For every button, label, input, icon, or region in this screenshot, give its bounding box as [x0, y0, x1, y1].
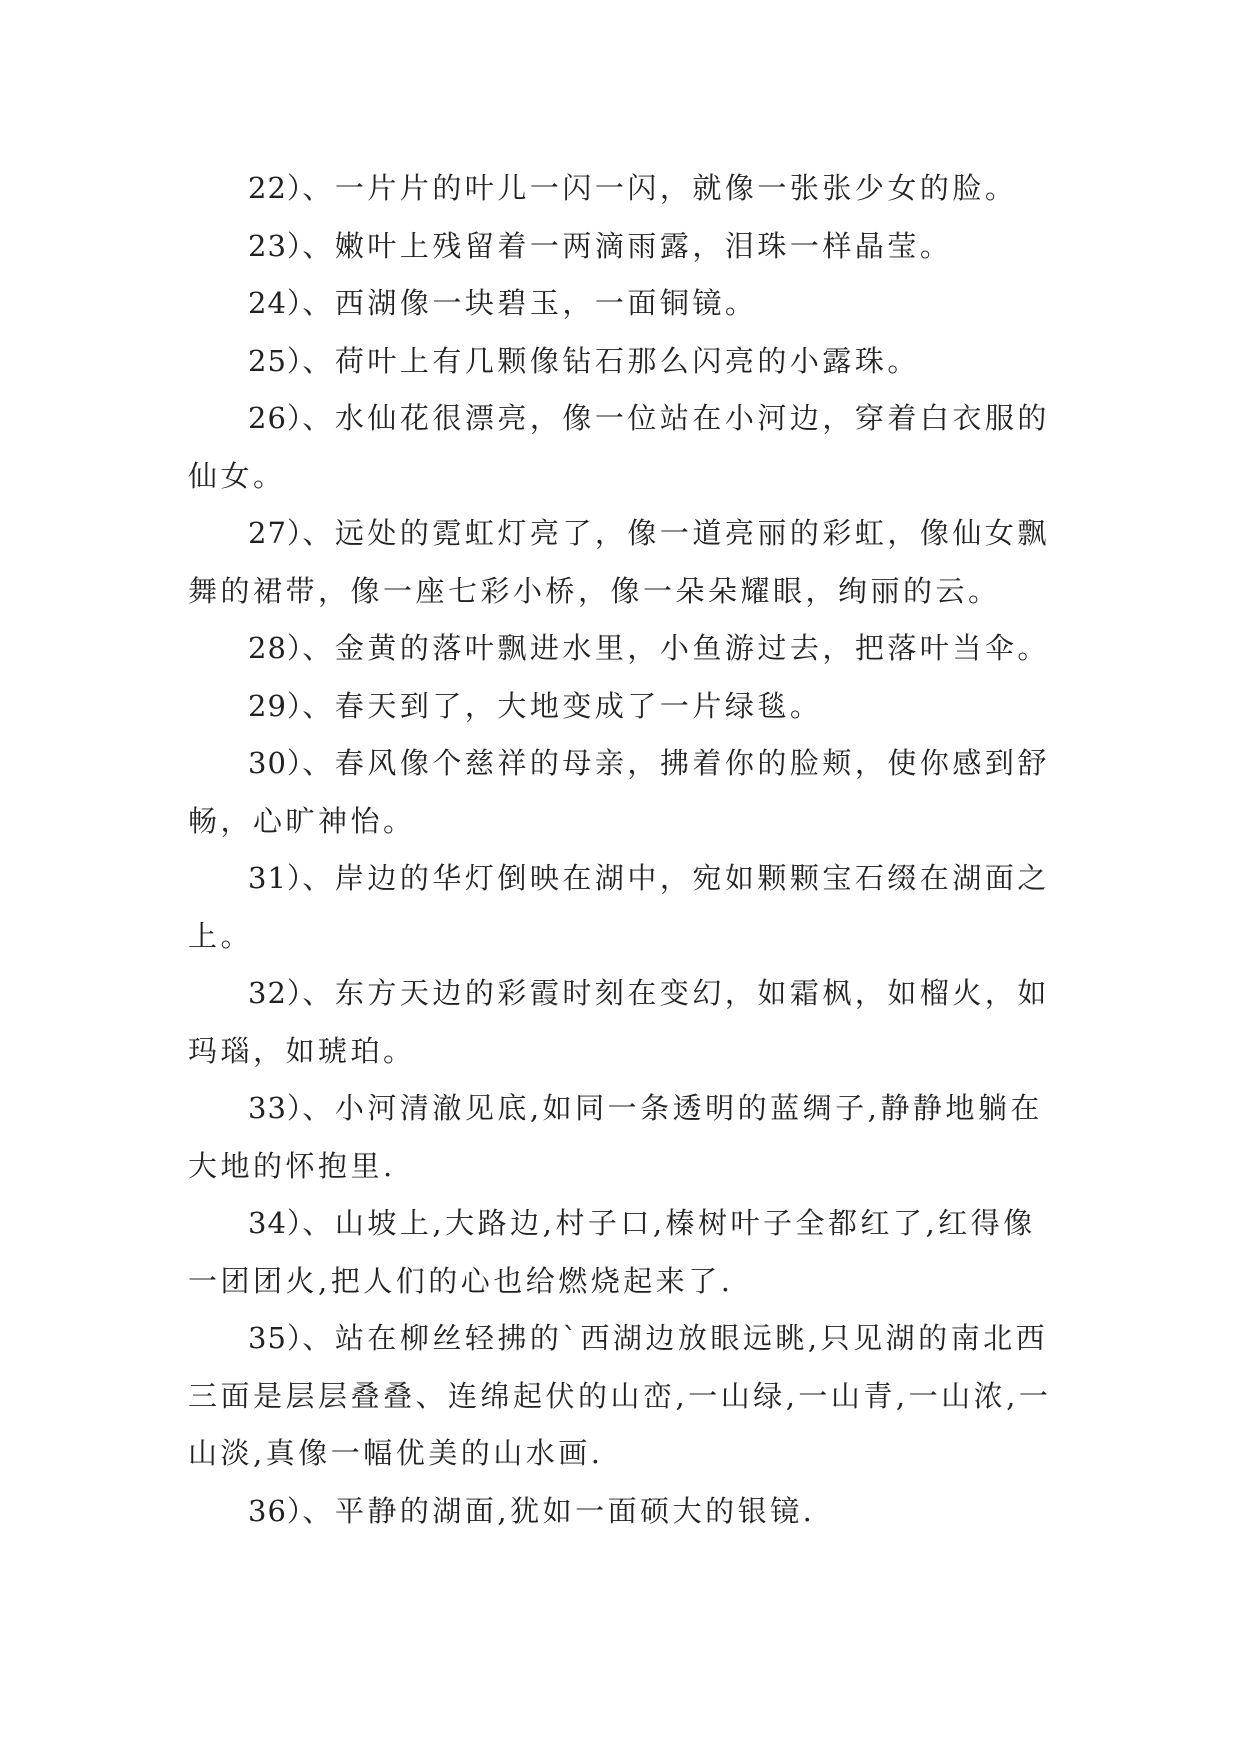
paragraph-number: 34）: [248, 1206, 303, 1240]
paragraph-text: 、西湖像一块碧玉，一面铜镜。: [302, 286, 758, 320]
paragraph-text: 、嫩叶上残留着一两滴雨露，泪珠一样晶莹。: [302, 228, 953, 263]
paragraph-27: [188, 505, 1068, 620]
paragraph-text: 、山坡上,大路边,村子口,榛树叶子全都红了,红得像一团团火,把人们的心也给燃烧起来了.: [188, 1206, 1036, 1298]
paragraph-number: 31）: [248, 861, 303, 895]
paragraph-34: [188, 1195, 1068, 1310]
paragraph-35: [188, 1310, 1068, 1483]
paragraph-text: 、岸边的华灯倒映在湖中，宛如颗颗宝石缀在湖面之上。: [188, 861, 1050, 953]
paragraph-number: 28）: [248, 631, 303, 665]
paragraph-number: 36）: [248, 1493, 303, 1528]
paragraph-number: 32）: [248, 976, 303, 1010]
paragraph-number: 35）: [248, 1321, 303, 1355]
paragraph-text: 、远处的霓虹灯亮了，像一道亮丽的彩虹，像仙女飘舞的裙带，像一座七彩小桥，像一朵朵耀眼，绚丽的云。: [188, 516, 1050, 608]
paragraph-31: [188, 850, 1068, 965]
paragraph-number: 25）: [248, 343, 303, 378]
paragraph-36: [188, 1483, 1068, 1541]
paragraph-29: [188, 678, 1068, 736]
paragraph-24: [188, 275, 1068, 333]
document-body: [188, 160, 1068, 1540]
paragraph-text: 、一片片的叶儿一闪一闪，就像一张张少女的脸。: [302, 171, 1018, 205]
paragraph-23: [188, 218, 1068, 276]
paragraph-text: 、荷叶上有几颗像钻石那么闪亮的小露珠。: [302, 343, 920, 378]
paragraph-number: 33）: [248, 1091, 303, 1125]
paragraph-number: 22）: [248, 171, 303, 205]
paragraph-number: 23）: [248, 228, 303, 263]
paragraph-33: [188, 1080, 1068, 1195]
paragraph-number: 26）: [248, 401, 303, 435]
paragraph-32: [188, 965, 1068, 1080]
paragraph-25: [188, 333, 1068, 391]
paragraph-30: [188, 735, 1068, 850]
paragraph-text: 、小河清澈见底,如同一条透明的蓝绸子,静静地躺在大地的怀抱里.: [188, 1091, 1043, 1183]
paragraph-text: 、平静的湖面,犹如一面硕大的银镜.: [302, 1493, 816, 1528]
paragraph-text: 、金黄的落叶飘进水里，小鱼游过去，把落叶当伞。: [302, 631, 1050, 665]
paragraph-text: 、春天到了，大地变成了一片绿毯。: [302, 688, 823, 723]
paragraph-22: [188, 160, 1068, 218]
paragraph-text: 、春风像个慈祥的母亲，拂着你的脸颊，使你感到舒畅，心旷神怡。: [188, 746, 1050, 838]
paragraph-text: 、站在柳丝轻拂的`西湖边放眼远眺,只见湖的南北西三面是层层叠叠、连绵起伏的山峦,一山绿,一山青,一山浓,一山淡,真像一幅优美的山水画.: [188, 1321, 1052, 1470]
paragraph-26: [188, 390, 1068, 505]
paragraph-text: 、东方天边的彩霞时刻在变幻，如霜枫，如榴火，如玛瑙，如琥珀。: [188, 976, 1050, 1068]
paragraph-number: 27）: [248, 516, 303, 550]
paragraph-number: 29）: [248, 688, 303, 723]
paragraph-number: 24）: [248, 286, 303, 320]
paragraph-28: [188, 620, 1068, 678]
paragraph-text: 、水仙花很漂亮，像一位站在小河边，穿着白衣服的仙女。: [188, 401, 1050, 493]
paragraph-number: 30）: [248, 746, 303, 780]
